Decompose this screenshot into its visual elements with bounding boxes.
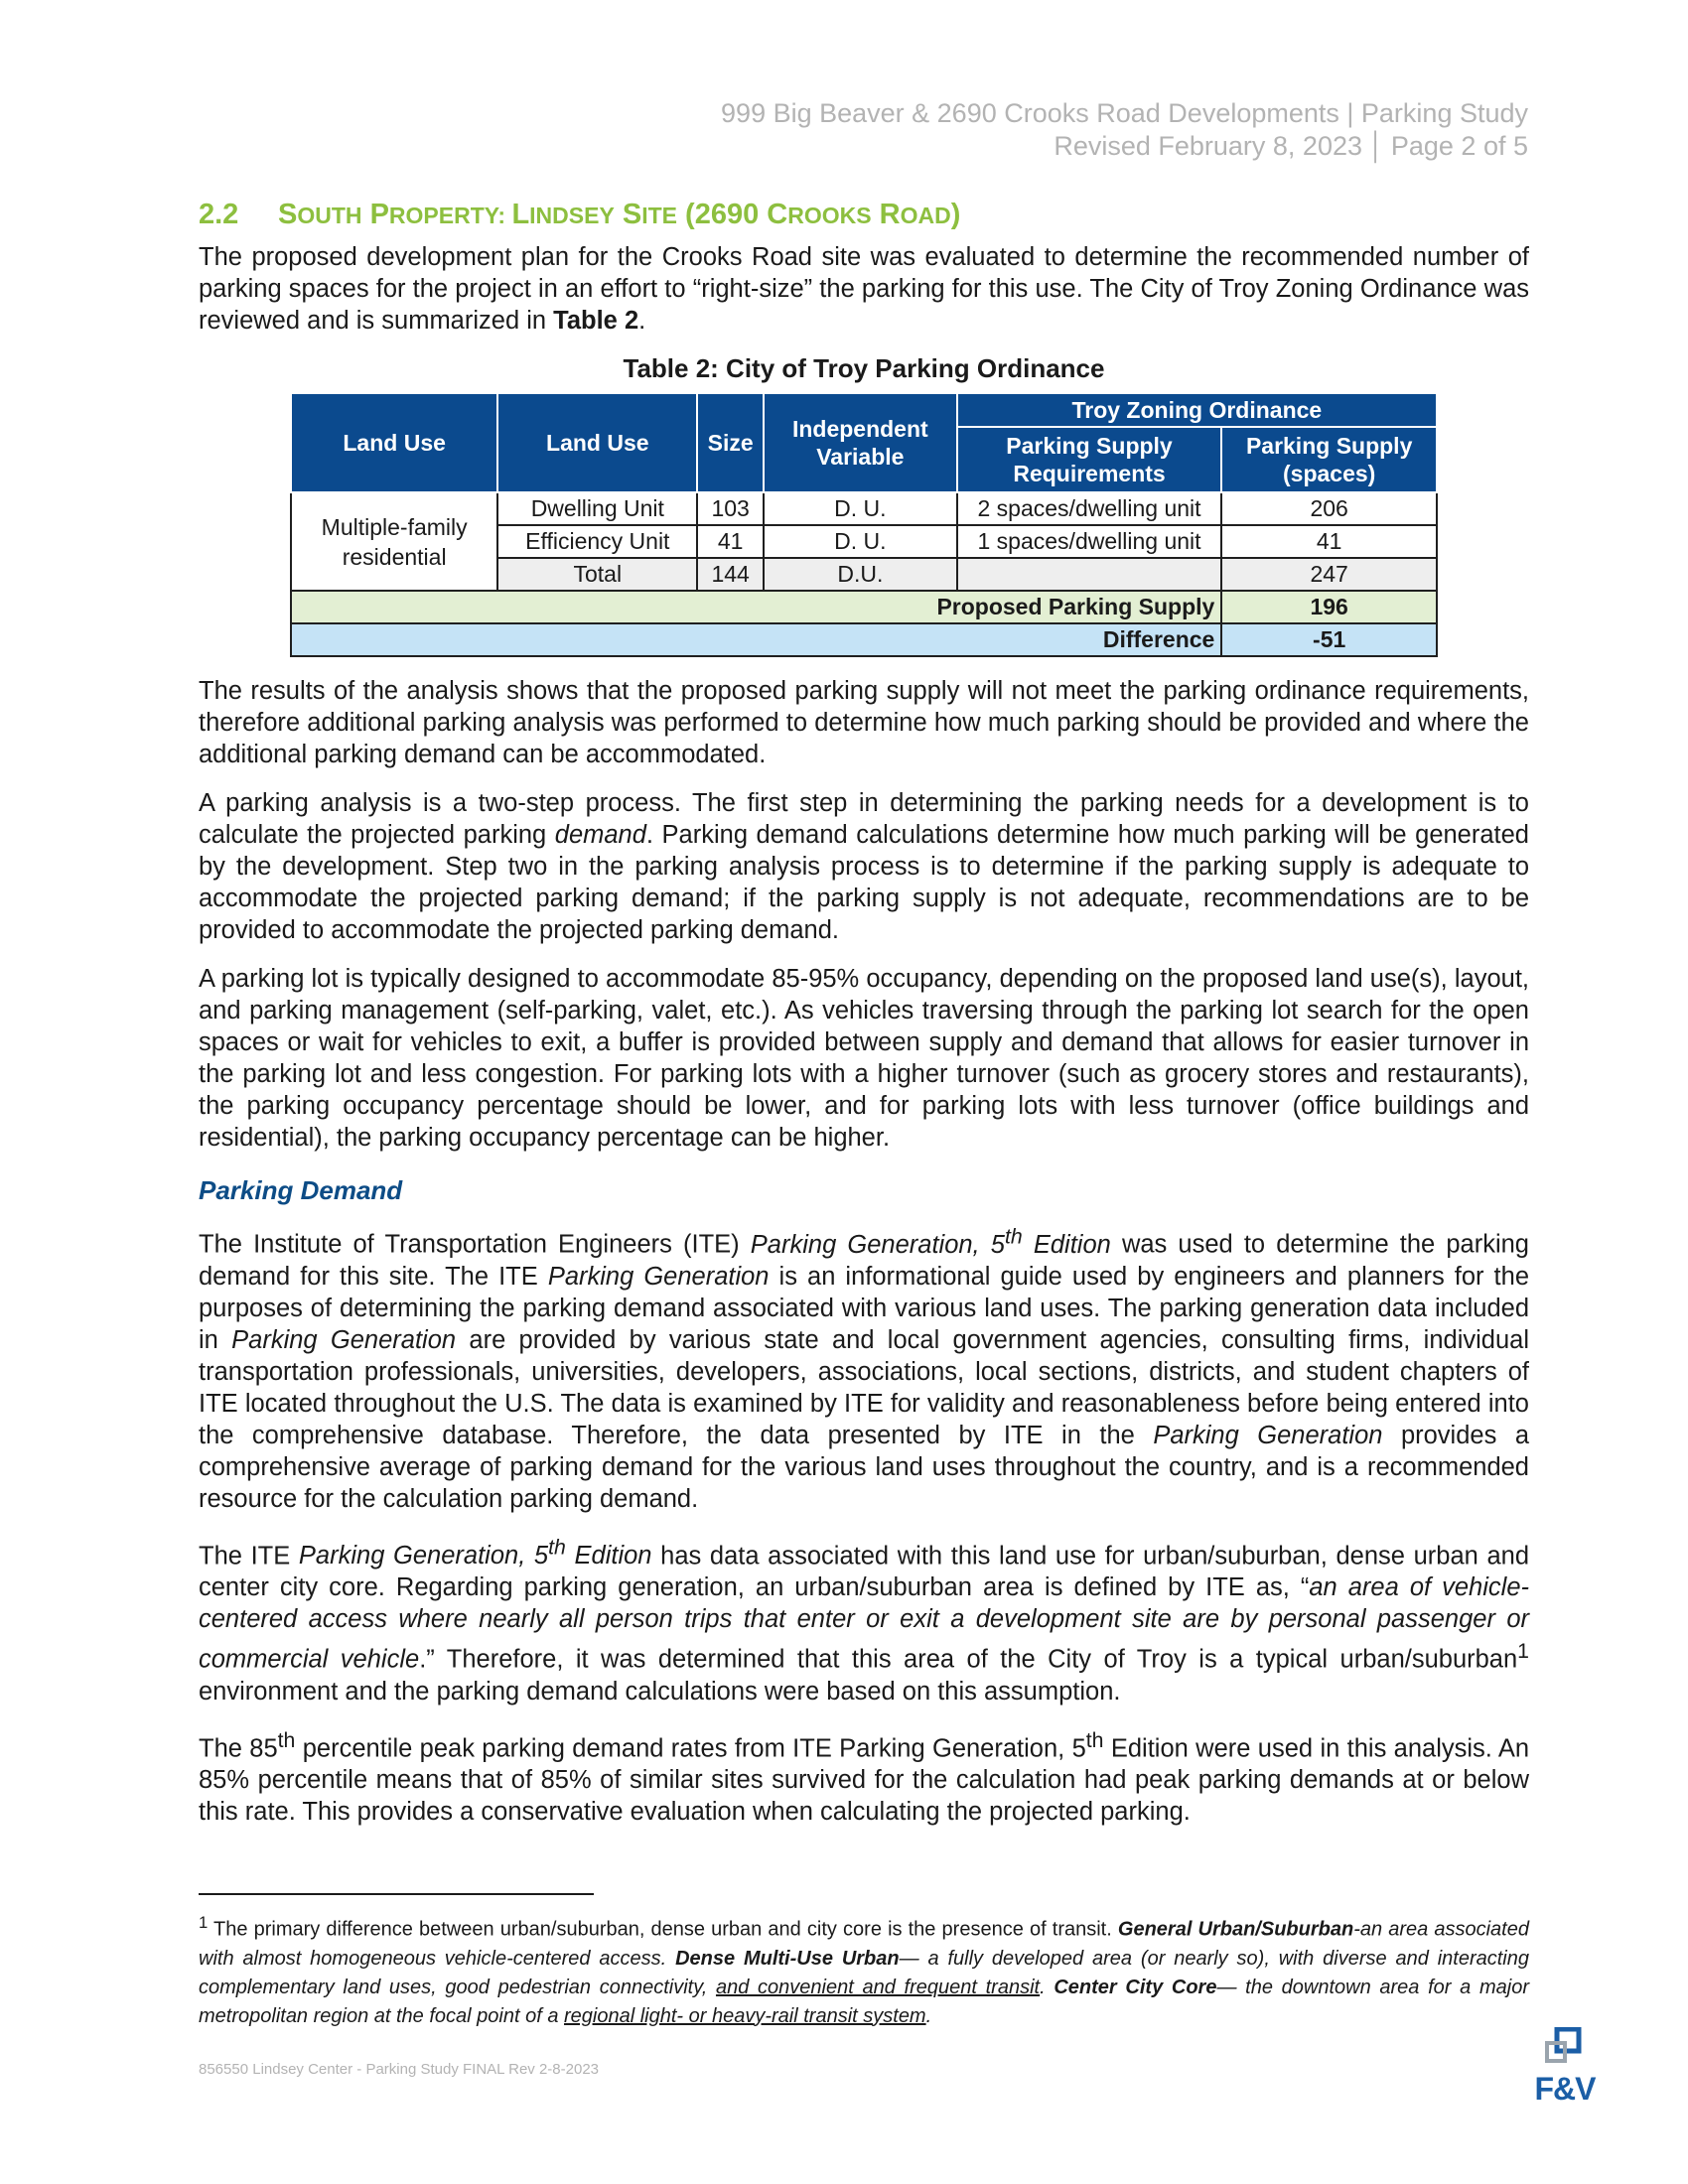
superscript: th <box>1085 1727 1104 1752</box>
title-part: L <box>511 199 530 230</box>
spaces-cell: 41 <box>1221 525 1437 558</box>
superscript: th <box>277 1727 296 1752</box>
book-title: Parking Generation <box>547 1262 770 1291</box>
text-run: was used to determine the parking demand for this site. The ITE <box>199 1230 1529 1291</box>
intro-end: . <box>638 307 646 335</box>
intro-paragraph <box>199 241 1529 337</box>
text-run: The primary difference between urban/suburban, dense urban and city core is the presence of transit. <box>208 1918 1118 1941</box>
size-cell: 41 <box>697 525 764 558</box>
text-run: Edition were used in this analysis. An 85% percentile means that of 85% of similar sites survived for the calculation had peak parking demands at or below this rate. This provides a conservative evaluation when calculating the projected parking. <box>199 1734 1530 1826</box>
term-general-urban: General Urban/Suburban <box>1117 1918 1354 1941</box>
title-part: C <box>767 199 788 230</box>
text-run: is an informational guide used by engineers and planners for the purposes of determining the parking demand associated with various land uses. The parking generation data included in <box>199 1262 1530 1354</box>
book-title <box>750 1224 1111 1259</box>
text-run: has data associated with this land use for urban/suburban, dense urban and center city core. Regarding parking generation, an urban/suburban area is defined by ITE as, “ <box>199 1542 1530 1601</box>
text-run: regional light- or heavy-rail transit system <box>564 2004 926 2027</box>
text-run: The 85 <box>199 1734 278 1762</box>
proposed-supply-label: Proposed Parking Supply <box>291 591 1221 623</box>
text-run: — a fully developed area (or nearly so), with diverse and interacting complementary land uses, good pedestrian connectivity, <box>199 1947 1529 1998</box>
col-header-land-use: Land Use <box>291 393 497 492</box>
intro-text: The proposed development plan for the Crooks Road site was evaluated to determine the recommended number of parking spaces for the project in an effort to “right-size” the parking for this use. The City of Troy Zoning Ordinance was reviewed and is summarized in <box>199 243 1529 335</box>
logo-squares-icon <box>1543 2027 1587 2071</box>
col-header-land-use-detail: Land Use <box>497 393 697 492</box>
footnote <box>199 1908 1529 2031</box>
text-run: -an area associated with almost homogeneous vehicle-centered access. <box>199 1918 1529 1970</box>
document-id: 856550 Lindsey Center - Parking Study FINAL Rev 2-8-2023 <box>199 2061 600 2078</box>
table-caption: Table 2: City of Troy Parking Ordinance <box>623 353 1105 383</box>
text-run: provides a comprehensive average of parking demand for the various land uses throughout the country, and is a recommended resource for the calculation parking demand. <box>199 1421 1529 1513</box>
title-part: ROPERTY: <box>388 203 512 228</box>
title-part: ) <box>950 199 961 230</box>
book-title <box>298 1535 652 1570</box>
land-use-cell: Efficiency Unit <box>497 525 697 558</box>
header-page-number: Page 2 of 5 <box>1390 131 1528 161</box>
superscript: th <box>1004 1224 1023 1248</box>
proposed-supply-row <box>291 591 1437 623</box>
table-row <box>291 492 1437 525</box>
company-logo <box>1523 2027 1607 2107</box>
variable-cell: D. U. <box>764 492 957 525</box>
header-revised: Revised February 8, 2023 <box>1054 131 1362 161</box>
percentile-paragraph <box>199 1724 1529 1829</box>
text-run: Parking Generation, 5 <box>750 1230 1005 1259</box>
table-reference: Table 2 <box>553 307 639 335</box>
ite-paragraph <box>199 1220 1529 1515</box>
land-use-cell: Dwelling Unit <box>497 492 697 525</box>
logo-text: F&V <box>1534 2071 1596 2107</box>
section-title <box>199 199 1529 231</box>
category-cell: Multiple-family residential <box>291 492 497 591</box>
text-run: A parking analysis is a two-step process. The first step in determining the parking needs for a development is to calculate the projected parking <box>199 789 1529 849</box>
title-part: R <box>871 199 901 230</box>
title-part: OAD <box>900 203 951 228</box>
text-run: Edition <box>565 1542 652 1570</box>
text-run: The ITE <box>199 1542 299 1570</box>
text-run: .” Therefore, it was determined that this area of the City of Troy is a typical urban/suburban <box>419 1645 1518 1674</box>
superscript: th <box>548 1535 566 1560</box>
total-requirement-cell <box>957 558 1222 591</box>
emphasis-demand: demand <box>554 821 646 849</box>
parking-ordinance-table <box>290 392 1438 657</box>
footnote-reference: 1 <box>1517 1639 1529 1663</box>
analysis-process-paragraph <box>199 787 1529 946</box>
spaces-cell: 206 <box>1221 492 1437 525</box>
text-run: — the downtown area for a major metropolitan region at the focal point of a <box>199 1976 1529 2027</box>
title-part: S <box>614 199 642 230</box>
text-run: The Institute of Transportation Engineers (ITE) <box>199 1230 751 1259</box>
text-run: . <box>925 2004 932 2027</box>
title-part: INDSEY <box>529 203 615 228</box>
book-title: Parking Generation <box>231 1325 457 1354</box>
book-title: Parking Generation <box>1153 1421 1383 1449</box>
text-run: and convenient and frequent transit <box>715 1976 1041 1998</box>
difference-label: Difference <box>291 623 1221 656</box>
total-size-cell: 144 <box>697 558 764 591</box>
results-paragraph: The results of the analysis shows that the proposed parking supply will not meet the parking ordinance requirements, therefore additional parking analysis was performed to determine how much parking should be provided and where the additional parking demand can be accommodated. <box>199 677 1529 768</box>
urban-definition-paragraph <box>199 1532 1529 1707</box>
variable-cell: D. U. <box>764 525 957 558</box>
text-run: Edition <box>1022 1230 1111 1259</box>
header-title: 999 Big Beaver & 2690 Crooks Road Developments | Parking Study <box>721 98 1528 128</box>
col-header-group: Troy Zoning Ordinance <box>957 393 1437 427</box>
col-header-independent-variable: Independent Variable <box>764 393 957 492</box>
title-part <box>362 199 370 230</box>
total-label-cell: Total <box>497 558 697 591</box>
text-run: environment and the parking demand calculations were based on this assumption. <box>199 1677 1121 1706</box>
footnote-divider <box>199 1893 594 1895</box>
page-header <box>721 97 1528 163</box>
definition-quote: an area of vehicle-centered access where nearly all person trips that enter or exit a development site are by personal passenger or commercial vehicle <box>199 1573 1529 1674</box>
difference-row <box>291 623 1437 656</box>
col-header-supply-requirements: Parking Supply Requirements <box>957 427 1222 492</box>
title-part: S <box>278 199 298 230</box>
difference-value: -51 <box>1221 623 1437 656</box>
title-part: OUTH <box>297 203 362 228</box>
page-body <box>199 199 1529 1844</box>
occupancy-paragraph: A parking lot is typically designed to accommodate 85-95% occupancy, depending on the proposed land use(s), layout, and parking management (self-parking, valet, etc.). As vehicles traversing through the parking lot search for the open spaces or wait for vehicles to exit, a buffer is provided between supply and demand that allows for easier turnover in the parking lot and less congestion. For parking lots with a higher turnover (such as grocery stores and restaurants), the parking occupancy percentage should be lower, and for parking lots with less turnover (office buildings and residential), the parking occupancy percentage can be higher. <box>199 965 1529 1152</box>
total-variable-cell: D.U. <box>764 558 957 591</box>
table-header-row <box>291 393 1437 427</box>
footnote-marker: 1 <box>199 1913 209 1932</box>
size-cell: 103 <box>697 492 764 525</box>
parking-demand-heading: Parking Demand <box>199 1175 403 1205</box>
term-city-core: Center City Core <box>1054 1976 1217 1998</box>
requirement-cell: 1 spaces/dwelling unit <box>957 525 1222 558</box>
section-number: 2.2 <box>199 199 239 230</box>
header-revision-line: Revised February 8, 2023 │ Page 2 of 5 <box>1054 131 1528 161</box>
total-spaces-cell: 247 <box>1221 558 1437 591</box>
text-run: percentile peak parking demand rates from ITE Parking Generation, 5 <box>295 1734 1086 1762</box>
requirement-cell: 2 spaces/dwelling unit <box>957 492 1222 525</box>
term-dense-urban: Dense Multi-Use Urban <box>675 1947 900 1970</box>
text-run: Parking Generation, 5 <box>298 1542 549 1570</box>
col-header-supply-spaces: Parking Supply (spaces) <box>1221 427 1437 492</box>
title-part: ITE <box>641 203 677 228</box>
title-part: (2690 <box>677 199 768 230</box>
title-part: ROOKS <box>787 203 872 228</box>
title-part: P <box>369 199 389 230</box>
text-run: . <box>1040 1976 1055 1998</box>
proposed-supply-value: 196 <box>1221 591 1437 623</box>
col-header-size: Size <box>697 393 764 492</box>
text-run: are provided by various state and local government agencies, consulting firms, individual transportation professionals, universities, developers, associations, local sections, districts, and student chapters of ITE located throughout the U.S. The data is examined by ITE for validity and reasonableness before being entered into the comprehensive database. Therefore, the data presented by ITE in the <box>199 1325 1530 1449</box>
text-run: . Parking demand calculations determine how much parking will be generated by the development. Step two in the parking analysis process is to determine if the parking supply is adequate to accommodate the projected parking demand; if the parking supply is not adequate, recommendations are to be provided to accommodate the projected parking demand. <box>199 821 1529 944</box>
